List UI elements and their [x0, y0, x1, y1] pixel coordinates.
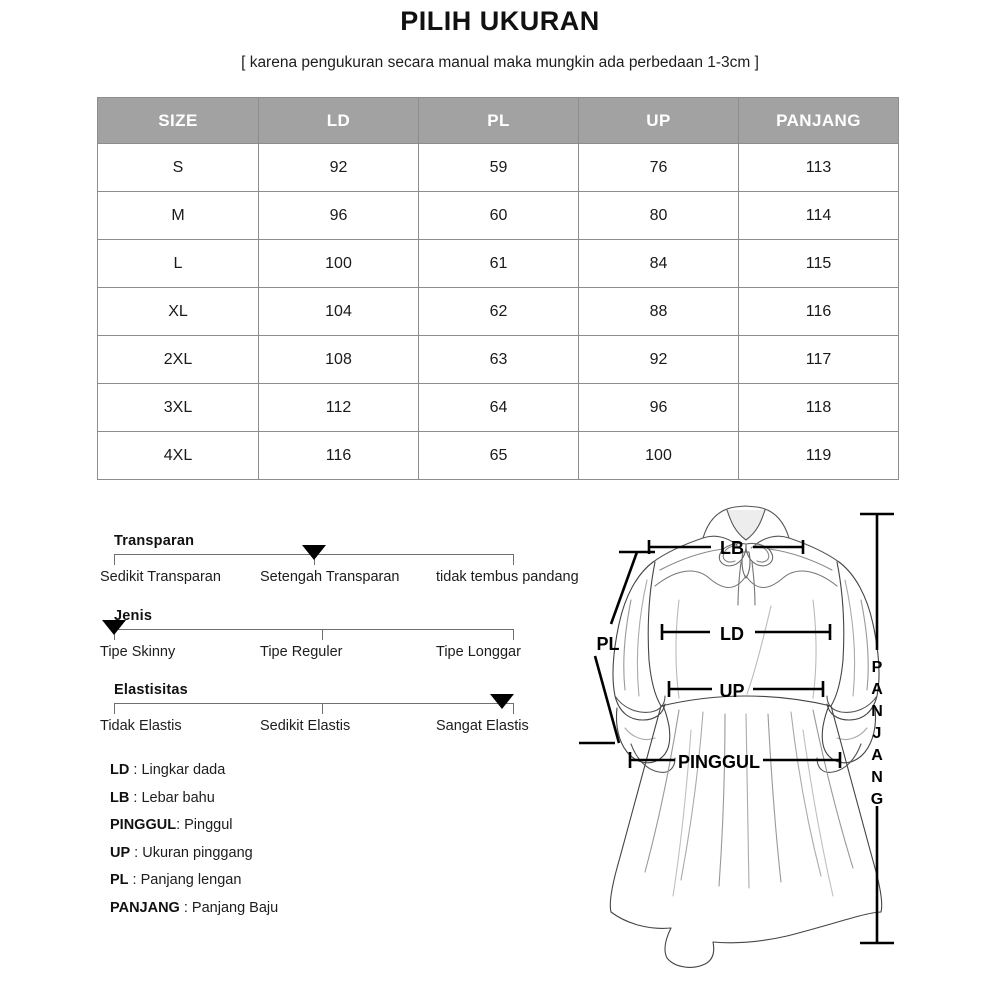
cell-pl: 63 [419, 336, 579, 384]
scale-label-right: tidak tembus pandang [436, 569, 579, 585]
diagram-label-pinggul: PINGGUL [677, 752, 761, 772]
table-row [98, 144, 899, 192]
cell-panjang: 117 [739, 336, 899, 384]
scale-title: Elastisitas [114, 682, 188, 698]
cell-ld: 96 [259, 192, 419, 240]
scale-label-row [100, 718, 540, 738]
scale-marker [490, 694, 514, 709]
legend-sep: : [130, 844, 143, 861]
abbreviation-legend [110, 762, 278, 927]
scale-tick-start [114, 554, 115, 565]
scale-label-mid: Setengah Transparan [260, 569, 400, 585]
cell-panjang: 114 [739, 192, 899, 240]
cell-panjang: 118 [739, 384, 899, 432]
svg-text:N: N [871, 769, 883, 786]
cell-up: 92 [579, 336, 739, 384]
legend-sep: : [129, 789, 142, 806]
cell-up: 80 [579, 192, 739, 240]
cell-panjang: 115 [739, 240, 899, 288]
legend-sep: : [128, 872, 141, 888]
legend-desc: Panjang lengan [140, 872, 242, 888]
column-header-up: UP [579, 98, 739, 144]
cell-ld: 108 [259, 336, 419, 384]
diagram-label-up: UP [719, 681, 745, 701]
cell-up: 76 [579, 144, 739, 192]
cell-pl: 59 [419, 144, 579, 192]
legend-item [110, 790, 278, 806]
scale-jenis [100, 608, 540, 664]
scale-label-right: Sangat Elastis [436, 718, 529, 734]
cell-up: 96 [579, 384, 739, 432]
scale-transparan [100, 533, 579, 589]
column-header-size: SIZE [98, 98, 259, 144]
svg-text:A: A [871, 681, 883, 698]
legend-abbr: LB [110, 789, 130, 806]
svg-text:G: G [870, 791, 884, 808]
dress-measurement-diagram [575, 500, 920, 970]
cell-panjang: 119 [739, 432, 899, 480]
table-row [98, 288, 899, 336]
scale-label-row [100, 569, 579, 589]
diagram-label-ld: LD [720, 624, 744, 644]
svg-text:A: A [871, 747, 883, 764]
cell-ld: 104 [259, 288, 419, 336]
scale-tick-end [513, 629, 514, 640]
table-header-row [98, 98, 899, 144]
scale-bar [114, 554, 514, 566]
scale-label-right: Tipe Longgar [436, 644, 521, 660]
legend-desc: Lebar bahu [141, 789, 215, 806]
cell-size: M [98, 192, 259, 240]
measurement-note: [ karena pengukuran secara manual maka mungkin ada perbedaan 1-3cm ] [241, 54, 759, 71]
scale-bar [114, 703, 514, 715]
table-row [98, 240, 899, 288]
legend-sep: : [176, 817, 185, 833]
scale-line [114, 703, 514, 704]
legend-abbr: PINGGUL [110, 817, 177, 833]
cell-ld: 100 [259, 240, 419, 288]
cell-pl: 62 [419, 288, 579, 336]
scale-label-left: Tidak Elastis [100, 718, 182, 734]
cell-up: 84 [579, 240, 739, 288]
scale-elastisitas [100, 682, 540, 738]
legend-desc: Ukuran pinggang [142, 844, 253, 861]
legend-abbr: UP [110, 844, 131, 861]
legend-sep: : [129, 762, 142, 778]
scale-tick-start [114, 703, 115, 714]
table-row [98, 336, 899, 384]
column-header-panjang: PANJANG [739, 98, 899, 144]
size-chart-table [97, 97, 899, 480]
cell-ld: 116 [259, 432, 419, 480]
scale-bar [114, 629, 514, 641]
cell-size: 2XL [98, 336, 259, 384]
legend-desc: Pinggul [184, 817, 233, 833]
cell-size: 4XL [98, 432, 259, 480]
legend-desc: Lingkar dada [141, 762, 226, 778]
column-header-ld: LD [259, 98, 419, 144]
scale-label-left: Tipe Skinny [100, 644, 176, 660]
diagram-label-panjang-p: P [871, 659, 883, 676]
cell-panjang: 113 [739, 144, 899, 192]
scale-title: Jenis [114, 608, 153, 624]
legend-sep: : [179, 899, 192, 916]
column-header-pl: PL [419, 98, 579, 144]
svg-text:J: J [872, 725, 882, 742]
scale-title: Transparan [114, 533, 195, 549]
scale-marker [102, 620, 126, 635]
scale-line [114, 629, 514, 630]
legend-item [110, 817, 278, 833]
table-row [98, 432, 899, 480]
legend-item [110, 872, 278, 888]
cell-ld: 112 [259, 384, 419, 432]
legend-item [110, 762, 278, 778]
legend-item [110, 845, 278, 861]
diagram-label-lb: LB [720, 538, 744, 558]
cell-panjang: 116 [739, 288, 899, 336]
scale-marker [302, 545, 326, 560]
cell-pl: 65 [419, 432, 579, 480]
scale-label-mid: Tipe Reguler [260, 644, 343, 660]
legend-abbr: PL [110, 872, 129, 888]
cell-up: 88 [579, 288, 739, 336]
cell-ld: 92 [259, 144, 419, 192]
table-row [98, 384, 899, 432]
page-title: PILIH UKURAN [400, 6, 600, 36]
svg-text:N: N [871, 703, 883, 720]
legend-abbr: PANJANG [110, 899, 180, 916]
cell-size: 3XL [98, 384, 259, 432]
scale-label-left: Sedikit Transparan [100, 569, 221, 585]
scale-tick-mid [322, 703, 323, 714]
cell-up: 100 [579, 432, 739, 480]
scale-tick-end [513, 554, 514, 565]
cell-pl: 60 [419, 192, 579, 240]
cell-size: S [98, 144, 259, 192]
legend-abbr: LD [110, 762, 130, 778]
scale-label-mid: Sedikit Elastis [260, 718, 351, 734]
scale-label-row [100, 644, 540, 664]
cell-pl: 64 [419, 384, 579, 432]
cell-size: L [98, 240, 259, 288]
cell-size: XL [98, 288, 259, 336]
legend-item [110, 900, 278, 916]
diagram-label-pl: PL [596, 634, 620, 654]
legend-desc: Panjang Baju [191, 899, 279, 916]
table-row [98, 192, 899, 240]
scale-tick-mid [322, 629, 323, 640]
cell-pl: 61 [419, 240, 579, 288]
